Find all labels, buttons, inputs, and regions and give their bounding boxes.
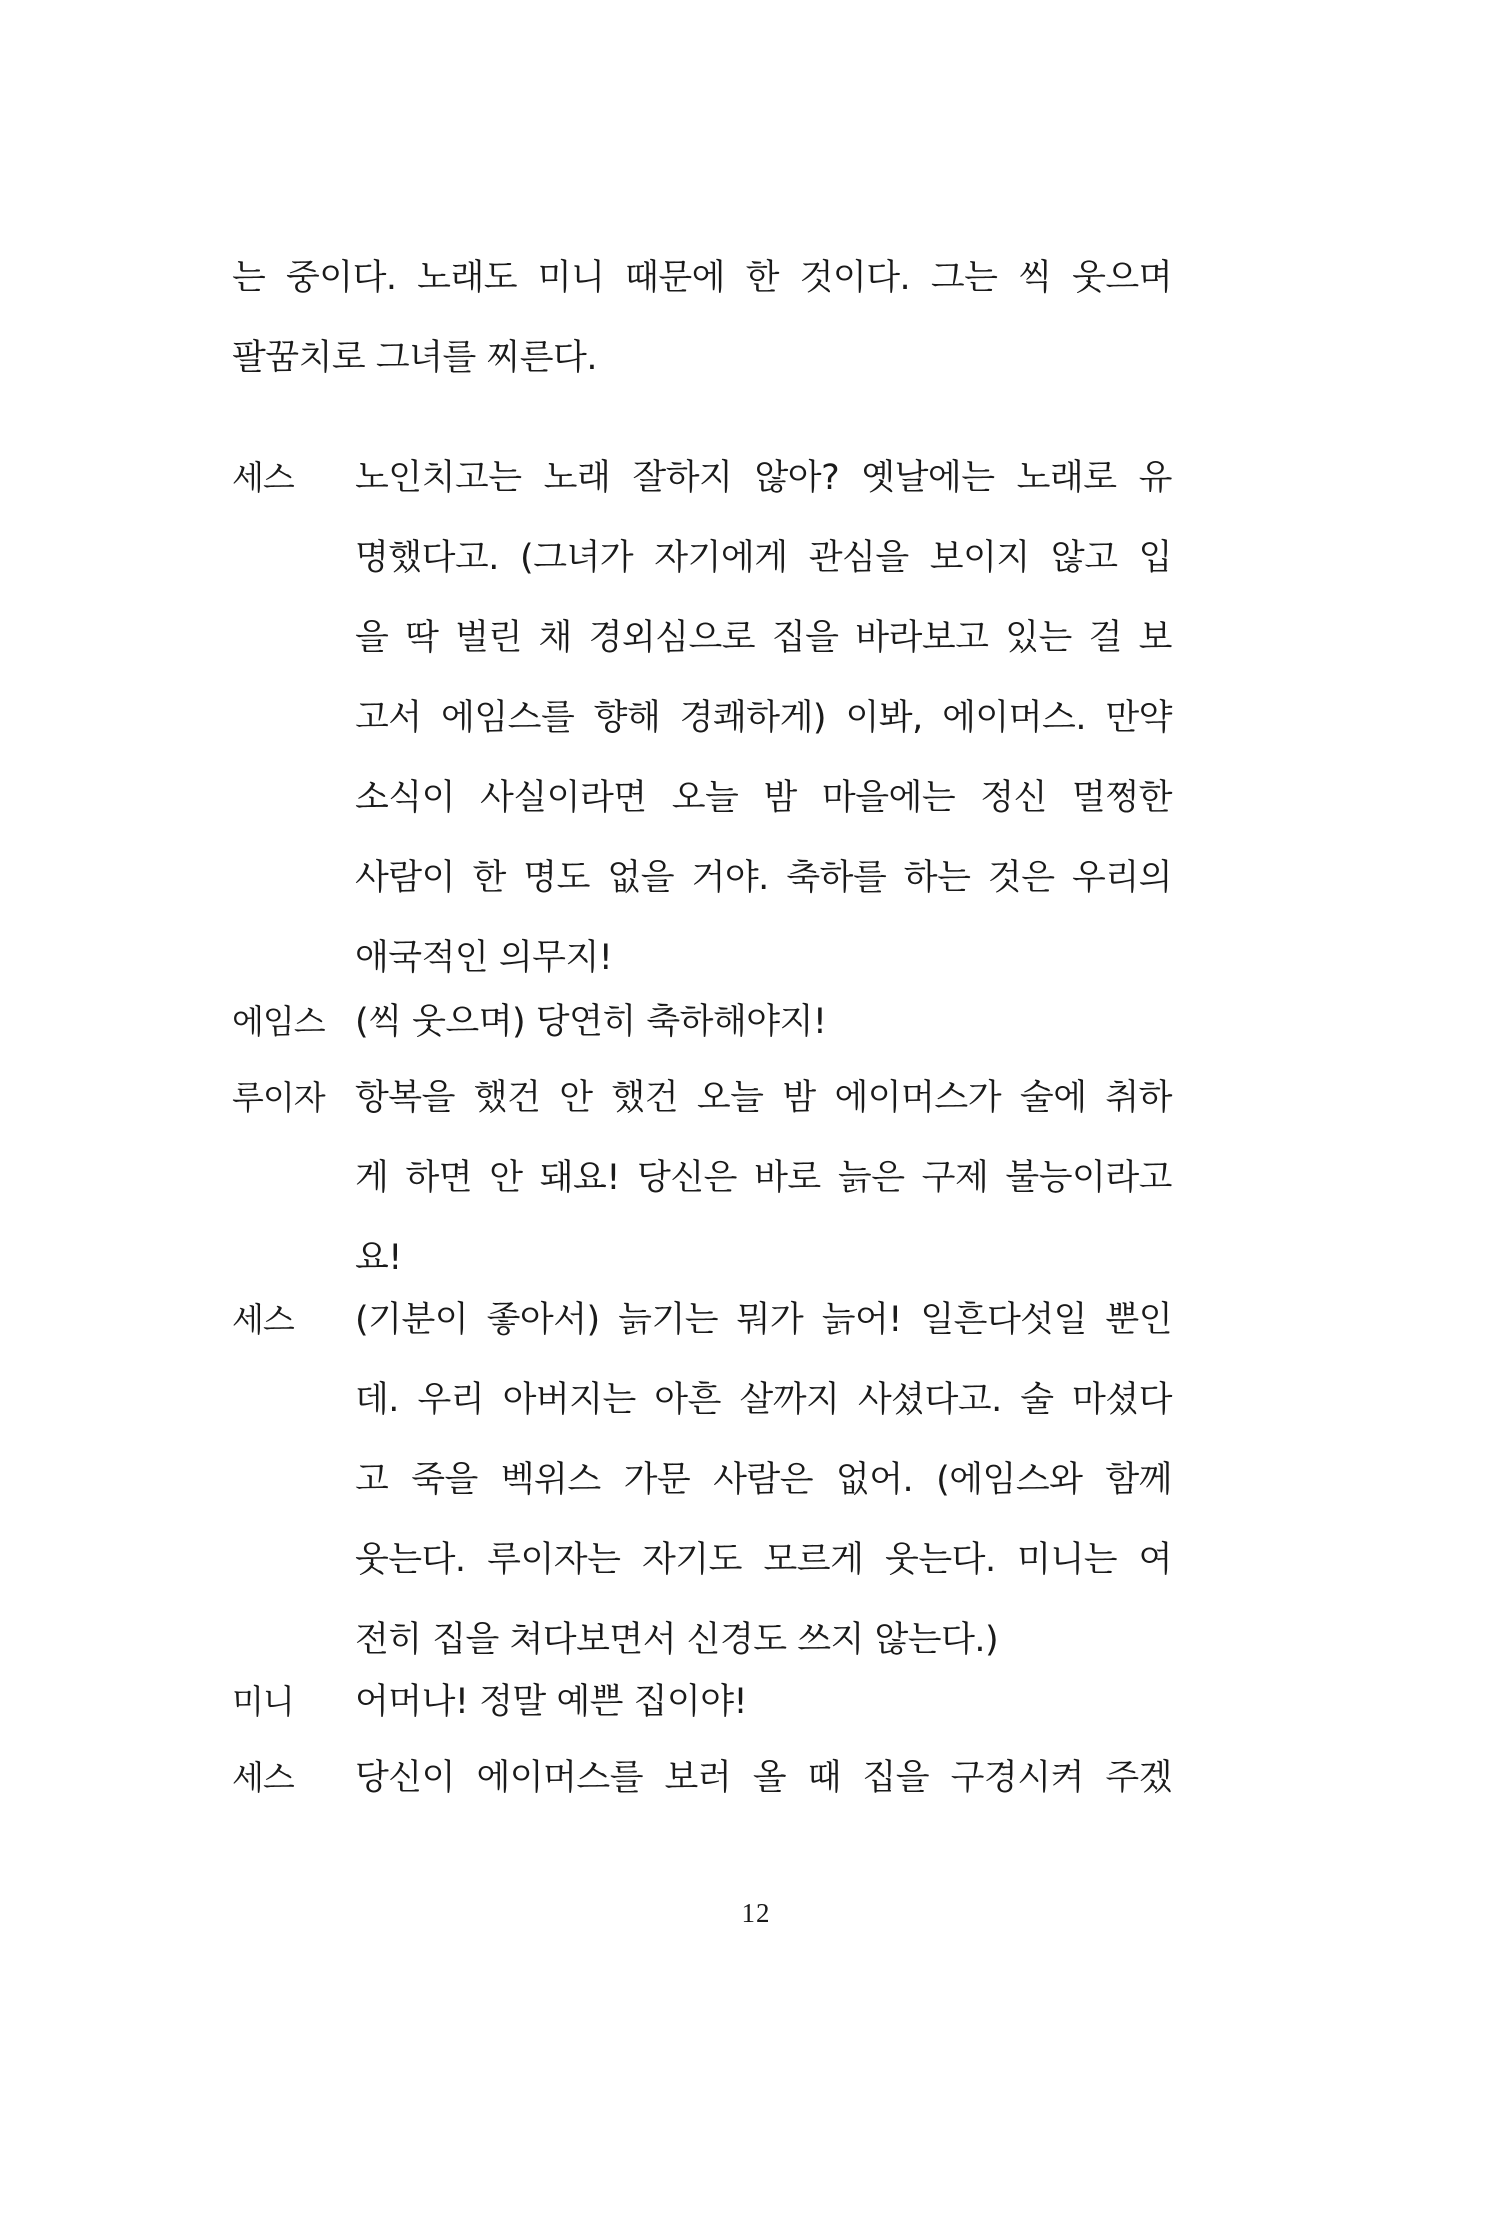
speech-line: 소식이 사실이라면 오늘 밤 마을에는 정신 멀쩡한	[355, 778, 1172, 818]
speaker-name: 세스	[232, 459, 294, 496]
speech-line: (씩 웃으며) 당연히 축하해야지!	[355, 1002, 827, 1042]
speech-line: 요!	[355, 1238, 402, 1278]
speech-line: 고 죽을 벡위스 가문 사람은 없어. (에임스와 함께	[355, 1460, 1172, 1500]
speech-text	[355, 1662, 1172, 1742]
speaker-name: 루이자	[232, 1079, 325, 1116]
dialogue-entry-seth-3	[232, 1738, 1172, 1818]
speaker-name: 세스	[232, 1759, 294, 1796]
speech-line: 전히 집을 쳐다보면서 신경도 쓰지 않는다.)	[355, 1620, 999, 1660]
speech-text	[355, 438, 1172, 998]
speech-line: 항복을 했건 안 했건 오늘 밤 에이머스가 술에 취하	[355, 1078, 1172, 1118]
stage-direction-line: 는 중이다. 노래도 미니 때문에 한 것이다. 그는 씩 웃으며	[232, 258, 1172, 298]
speech-line: 게 하면 안 돼요! 당신은 바로 늙은 구제 불능이라고	[355, 1158, 1172, 1198]
speech-line: 고서 에임스를 향해 경쾌하게) 이봐, 에이머스. 만약	[355, 698, 1172, 738]
speech-line: 을 딱 벌린 채 경외심으로 집을 바라보고 있는 걸 보	[355, 618, 1172, 658]
speech-text	[355, 1738, 1172, 1818]
speaker-name: 에임스	[232, 1003, 325, 1040]
stage-direction-line: 팔꿈치로 그녀를 찌른다.	[232, 338, 597, 378]
speech-line: 웃는다. 루이자는 자기도 모르게 웃는다. 미니는 여	[355, 1540, 1172, 1580]
stage-direction	[232, 238, 1172, 398]
dialogue-entry-minnie	[232, 1662, 1172, 1742]
speech-text	[355, 1280, 1172, 1680]
speech-line: 당신이 에이머스를 보러 올 때 집을 구경시켜 주겠	[355, 1758, 1172, 1798]
speech-line: 명했다고. (그녀가 자기에게 관심을 보이지 않고 입	[355, 538, 1172, 578]
dialogue-entry-seth-1	[232, 438, 1172, 998]
speech-text	[355, 1058, 1172, 1298]
dialogue-entry-louisa	[232, 1058, 1172, 1298]
speech-line: (기분이 좋아서) 늙기는 뭐가 늙어! 일흔다섯일 뿐인	[355, 1300, 1172, 1340]
speaker-name: 세스	[232, 1301, 294, 1338]
speech-text	[355, 982, 1172, 1062]
speaker-name: 미니	[232, 1683, 294, 1720]
dialogue-entry-ames	[232, 982, 1172, 1062]
speech-line: 애국적인 의무지!	[355, 938, 613, 978]
speech-line: 어머나! 정말 예쁜 집이야!	[355, 1682, 748, 1722]
page-number: 12	[741, 1898, 771, 1928]
dialogue-entry-seth-2	[232, 1280, 1172, 1680]
speech-line: 사람이 한 명도 없을 거야. 축하를 하는 것은 우리의	[355, 858, 1172, 898]
speech-line: 노인치고는 노래 잘하지 않아? 옛날에는 노래로 유	[355, 458, 1172, 498]
speech-line: 데. 우리 아버지는 아흔 살까지 사셨다고. 술 마셨다	[355, 1380, 1172, 1420]
